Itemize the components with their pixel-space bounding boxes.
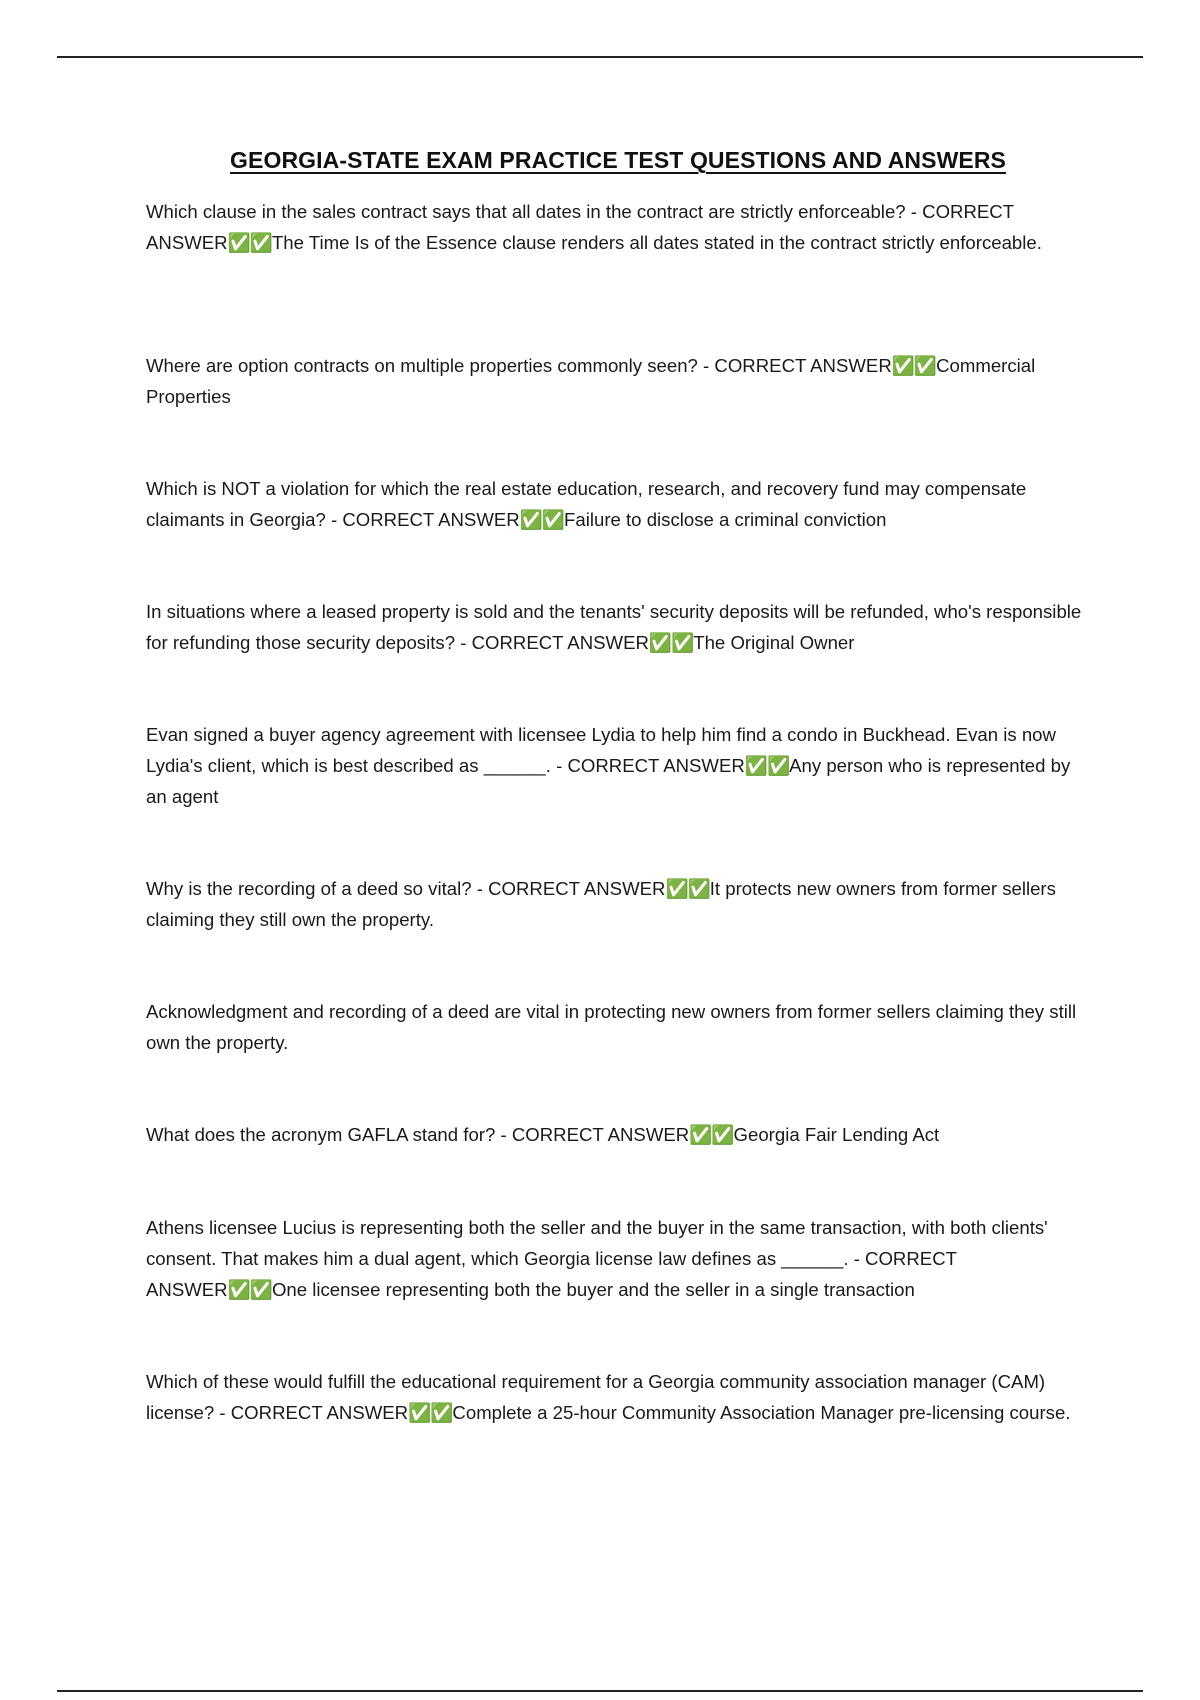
- answer-label: - CORRECT ANSWER: [495, 1124, 690, 1145]
- double-check-icon: ✅✅: [689, 1124, 734, 1145]
- question-text: Athens licensee Lucius is representing both the seller and the buyer in the same transaction, with both clients' consent. That makes him a dual agent, which Georgia license law defines as ______.: [146, 1217, 1048, 1269]
- answer-label: - CORRECT ANSWER: [214, 1402, 409, 1423]
- double-check-icon: ✅✅: [227, 1279, 272, 1300]
- qa-item: [146, 596, 1090, 658]
- paragraph-text: Acknowledgment and recording of a deed are vital in protecting new owners from former sellers claiming they still own the property.: [146, 1001, 1077, 1053]
- answer-text: Georgia Fair Lending Act: [733, 1124, 940, 1145]
- answer-text: The Original Owner: [693, 632, 855, 653]
- answer-label: - CORRECT ANSWER: [455, 632, 649, 653]
- double-check-icon: ✅✅: [519, 509, 565, 530]
- answer-text: One licensee representing both the buyer and the seller in a single transaction: [271, 1279, 915, 1300]
- qa-item: [146, 873, 1090, 935]
- double-check-icon: ✅✅: [227, 232, 272, 253]
- answer-text: Failure to disclose a criminal conviction: [564, 509, 887, 530]
- answer-label: - CORRECT ANSWER: [146, 1248, 957, 1300]
- question-text: In situations where a leased property is sold and the tenants' security deposits will be refunded, who's responsible for refunding those security deposits?: [146, 601, 1082, 653]
- qa-item: [146, 473, 1090, 535]
- qa-item: [146, 1212, 1090, 1305]
- question-text: Why is the recording of a deed so vital?: [146, 878, 472, 899]
- question-text: Which is NOT a violation for which the real estate education, research, and recovery fund may compensate claimants in Georgia?: [146, 478, 1027, 530]
- double-check-icon: ✅✅: [891, 355, 937, 376]
- question-text: Which clause in the sales contract says that all dates in the contract are strictly enforceable?: [146, 201, 906, 222]
- question-text: Which of these would fulfill the educational requirement for a Georgia community association manager (CAM) license?: [146, 1371, 1046, 1423]
- question-text: What does the acronym GAFLA stand for?: [146, 1124, 496, 1145]
- plain-paragraph: [146, 996, 1090, 1058]
- qa-item: [146, 1366, 1090, 1428]
- qa-item: [146, 719, 1090, 812]
- top-rule: [57, 56, 1143, 58]
- answer-label: - CORRECT ANSWER: [146, 201, 1014, 253]
- answer-label: - CORRECT ANSWER: [550, 755, 745, 776]
- answer-label: - CORRECT ANSWER: [325, 509, 520, 530]
- answer-text: It protects new owners from former sellers claiming they still own the property.: [146, 878, 1056, 930]
- double-check-icon: ✅✅: [408, 1402, 453, 1423]
- answer-label: - CORRECT ANSWER: [697, 355, 892, 376]
- double-check-icon: ✅✅: [665, 878, 710, 899]
- answer-text: Any person who is represented by an agent: [146, 755, 1071, 807]
- double-check-icon: ✅✅: [648, 632, 694, 653]
- qa-item: [146, 350, 1090, 412]
- bottom-rule: [57, 1690, 1143, 1692]
- question-text: Evan signed a buyer agency agreement with licensee Lydia to help him find a condo in Buckhead. Evan is now Lydia's client, which is best described as ______.: [146, 724, 1056, 776]
- qa-item: [146, 196, 1090, 258]
- qa-item: [146, 1119, 1090, 1150]
- answer-text: Complete a 25-hour Community Association Manager pre-licensing course.: [452, 1402, 1071, 1423]
- answer-label: - CORRECT ANSWER: [471, 878, 666, 899]
- document-title: GEORGIA-STATE EXAM PRACTICE TEST QUESTIONS AND ANSWERS: [230, 147, 1006, 173]
- double-check-icon: ✅✅: [744, 755, 790, 776]
- answer-text: The Time Is of the Essence clause renders all dates stated in the contract strictly enforceable.: [271, 232, 1042, 253]
- question-text: Where are option contracts on multiple properties commonly seen?: [146, 355, 698, 376]
- answer-text: Commercial Properties: [146, 355, 1036, 407]
